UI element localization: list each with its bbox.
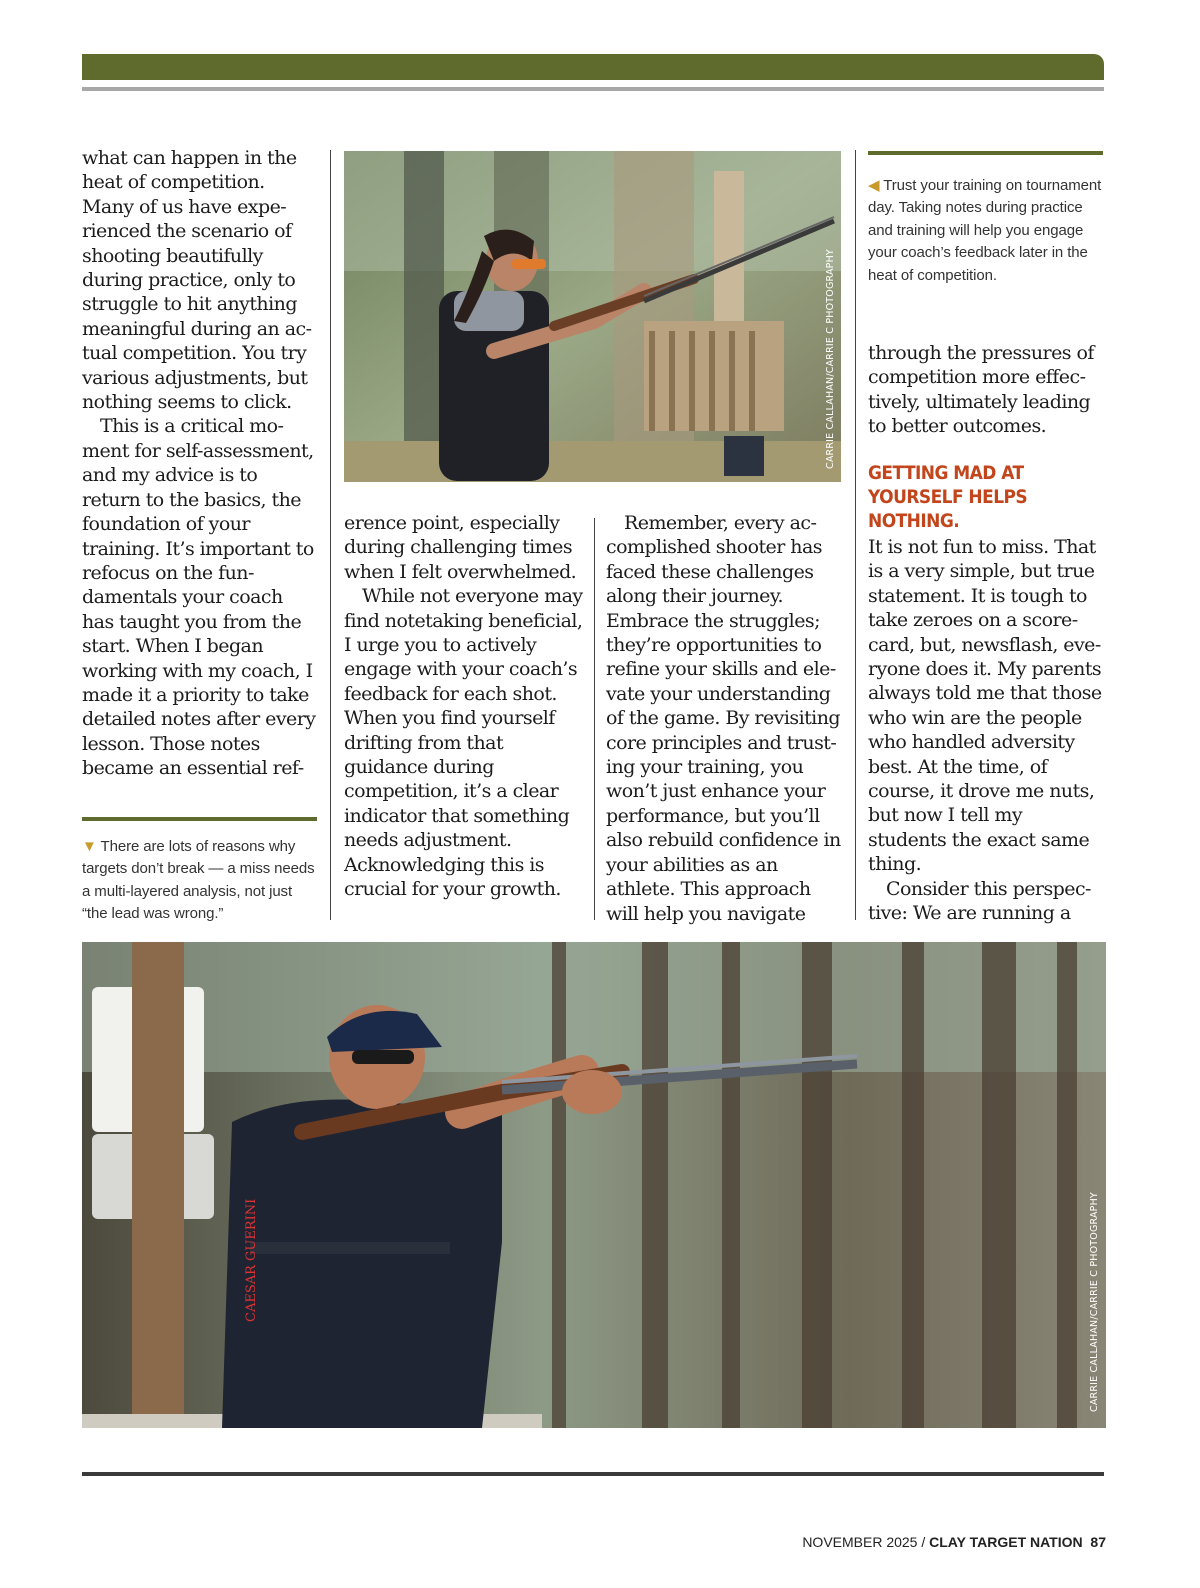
woman-shooter-illustration bbox=[344, 151, 841, 482]
footer-page-number: 87 bbox=[1090, 1534, 1106, 1550]
column-divider-2 bbox=[594, 518, 595, 920]
caption-right bbox=[868, 175, 1104, 287]
section-heading: GETTING MAD AT YOURSELF HELPS NOTHING. bbox=[868, 463, 1028, 532]
col1-paragraph-2: This is a critical moment for self-assessment, and my advice is to return to the basics, the foundation of your training. It’s important to refocus on the fundamentals your coach has taught you from the start. When I began working with my coach, I made it a priority to take detailed notes after every lesson. Those notes became an essential ref- bbox=[82, 415, 316, 780]
caption-right-text: Trust your training on tournament day. Taking notes during practice and training will help you engage your coach’s feedback later in the heat of competition. bbox=[868, 177, 1102, 284]
caption-right-rule bbox=[868, 151, 1103, 155]
col4-paragraph-3: Consider this perspective: We are running a bbox=[868, 877, 1092, 925]
footer-issue: NOVEMBER 2025 / bbox=[802, 1534, 930, 1550]
col4-paragraph-2: It is not fun to miss. That is a very simple, but true statement. It is tough to take zeroes on a scorecard, but, newsflash, everyone does it. My parents always told me that those who win are the people who handled adversity best. At the time, of course, it drove me nuts, but now I tell my students the exact same thing. bbox=[868, 536, 1102, 876]
column-4-top bbox=[868, 341, 1104, 439]
header-rule bbox=[82, 87, 1104, 91]
column-3 bbox=[606, 511, 844, 926]
col4-paragraph-1: through the pressures of competition more effectively, ultimately leading to better outcomes. bbox=[868, 342, 1094, 438]
man-shooter-photo bbox=[82, 942, 1106, 1428]
column-4-bottom bbox=[868, 535, 1104, 926]
column-divider-3 bbox=[855, 150, 856, 920]
woman-shooter-photo bbox=[344, 151, 841, 482]
column-2 bbox=[344, 511, 584, 902]
caption-left-text: There are lots of reasons why targets don’t break — a miss needs a multi-layered analysis, not just “the lead was wrong.” bbox=[82, 838, 315, 923]
photo-credit-top: CARRIE CALLAHAN/CARRIE C PHOTOGRAPHY bbox=[825, 249, 836, 469]
header-accent-bar bbox=[82, 54, 1104, 80]
column-1 bbox=[82, 146, 318, 781]
col2-paragraph-2: While not everyone may find notetaking beneficial, I urge you to actively engage with your coach’s feedback for each shot. When you find yourself drifting from that guidance during competition, it’s a clear indicator that something needs adjustment. Acknowledging this is crucial for your growth. bbox=[344, 585, 583, 901]
column-divider-1 bbox=[330, 150, 331, 920]
footer-magazine: CLAY TARGET NATION bbox=[929, 1534, 1083, 1550]
photo-credit-bottom: CARRIE CALLAHAN/CARRIE C PHOTOGRAPHY bbox=[1089, 1192, 1100, 1412]
man-shooter-illustration bbox=[82, 942, 1106, 1428]
footer-rule bbox=[82, 1472, 1104, 1476]
col3-paragraph-1: Remember, every accomplished shooter has faced these challenges along their journey. Embrace the struggles; they’re opportunities to refine your skills and elevate your understanding of the game. By revisiting core principles and trusting your training, you won’t just enhance your performance, but you’ll also rebuild confidence in your abilities as an athlete. This approach will help you navigate bbox=[606, 512, 841, 925]
col1-paragraph-1: what can happen in the heat of competition. Many of us have experienced the scenario of shooting beautifully during practice, only to struggle to hit anything meaningful during an actual competition. You try various adjustments, but nothing seems to click. bbox=[82, 147, 313, 414]
col2-paragraph-1: erence point, especially during challenging times when I felt overwhelmed. bbox=[344, 512, 577, 583]
triangle-left-icon: ◀ bbox=[868, 177, 880, 194]
triangle-down-icon: ▼ bbox=[82, 838, 97, 855]
page-footer bbox=[802, 1534, 1106, 1550]
caption-left-rule bbox=[82, 817, 317, 821]
vest-text: CAESAR GUERINI bbox=[244, 1198, 259, 1322]
caption-left bbox=[82, 836, 318, 926]
